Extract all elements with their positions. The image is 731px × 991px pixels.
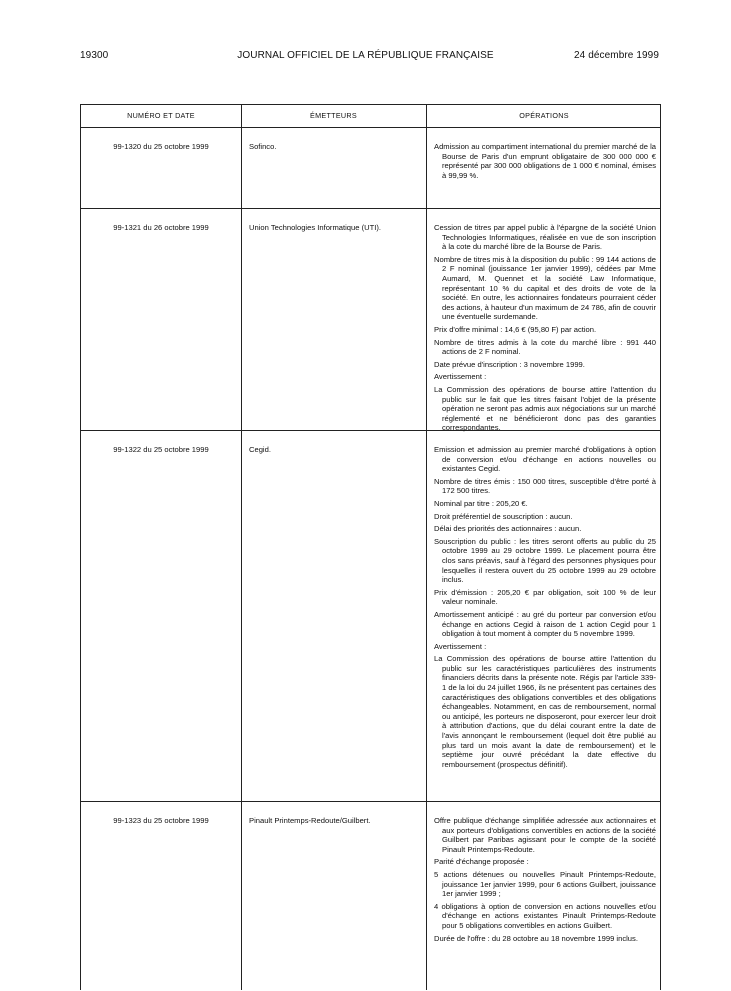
operation-paragraph: Emission et admission au premier marché d'obligations à option de conversion et/ou d'échange en actions nouvelles ou existantes Cegid. (434, 445, 656, 474)
warning-heading: Avertissement : (434, 641, 487, 651)
operation-paragraph: Amortissement anticipé : au gré du porteur par conversion et/ou échange en actions Cegid à raison de 1 action Cegid pour 1 obligation à tout moment à compter du 5 novembre 1999. (434, 609, 656, 639)
warning-heading: Avertissement : (434, 372, 487, 382)
operation-paragraph: Droit préférentiel de souscription : aucun. (434, 511, 573, 521)
operation-paragraph: 5 actions détenues ou nouvelles Pinault Printemps-Redoute, jouissance 1er janvier 1999, pour 6 actions Guilbert, jouissance 1er janvier 1999 ; (434, 869, 656, 899)
row-number-date: 99-1321 du 26 octobre 1999 (113, 223, 209, 232)
operation-paragraph: Admission au compartiment international du premier marché de la Bourse de Paris d'un emprunt obligataire de 300 000 000 € représenté par 300 000 obligations de 1 000 € nominal, émises à 99,99 %. (434, 142, 656, 180)
operation-paragraph: Date prévue d'inscription : 3 novembre 1999. (434, 359, 585, 369)
operation-paragraph: Cession de titres par appel public à l'épargne de la société Union Technologies Informatiques, réalisée en vue de son inscription à la cote du marché libre de la Bourse de Paris. (434, 223, 656, 252)
row-issuer: Cegid. (249, 445, 271, 454)
table-row (81, 128, 660, 209)
table-row (81, 802, 660, 991)
warning-text: La Commission des opérations de bourse attire l'attention du public sur le fait que les titres faisant l'objet de la présente opération ne seront pas admis aux négociations sur un marché réglementé et ne bénéficieront donc pas des garanties correspondantes. (434, 384, 656, 433)
row-number-date: 99-1323 du 25 octobre 1999 (113, 816, 209, 825)
row-operations (434, 223, 656, 436)
row-issuer: Pinault Printemps-Redoute/Guilbert. (249, 816, 371, 825)
operation-paragraph: Parité d'échange proposée : (434, 857, 529, 867)
operation-paragraph: 4 obligations à option de conversion en actions nouvelles et/ou d'échange en actions existantes Pinault Printemps-Redoute pour 5 obligations convertibles en actions Guilbert. (434, 901, 656, 930)
operation-paragraph: Offre publique d'échange simplifiée adressée aux actionnaires et aux porteurs d'obligations convertibles en actions de la société Guilbert par Paribas agissant pour le compte de la société Pinault Printemps-Redoute. (434, 816, 656, 854)
row-operations (434, 816, 656, 946)
operation-paragraph: Nombre de titres mis à la disposition du public : 99 144 actions de 2 F nominal (jouissance 1er janvier 1999), cédées par Mme Aumard, M. Quennet et la société Law Informatique, représentant 10 % du capital et des droits de vote de la société. En outre, les actionnaires fondateurs pourraient céder des actions, à hauteur d'un maximum de 24 786, afin de couvrir une éventuelle surdemande. (434, 254, 656, 322)
table-header (81, 105, 660, 128)
journal-title: JOURNAL OFFICIEL DE LA RÉPUBLIQUE FRANÇAISE (237, 50, 494, 61)
row-operations (434, 445, 656, 772)
page-number: 19300 (80, 50, 109, 61)
column-header-number-date: NUMÉRO ET DATE (127, 111, 195, 120)
operation-paragraph: Durée de l'offre : du 28 octobre au 18 novembre 1999 inclus. (434, 933, 638, 943)
operation-paragraph: Prix d'émission : 205,20 € par obligation, soit 100 % de leur valeur nominale. (434, 587, 656, 607)
operation-paragraph: Souscription du public : les titres seront offerts au public du 25 octobre 1999 au 29 octobre 1999. Le placement pourra être clos sans préavis, sauf à l'égard des personnes physiques pour lesquelles il restera ouvert du 25 octobre 1999 au 29 octobre inclus. (434, 536, 656, 585)
operations-table (80, 104, 661, 990)
row-issuer: Sofinco. (249, 142, 277, 151)
operation-paragraph: Nominal par titre : 205,20 €. (434, 498, 528, 508)
publication-date: 24 décembre 1999 (574, 50, 659, 61)
column-header-issuers: ÉMETTEURS (309, 111, 358, 120)
table-row (81, 431, 660, 802)
operation-paragraph: Nombre de titres émis : 150 000 titres, susceptible d'être porté à 172 500 titres. (434, 476, 656, 496)
row-issuer: Union Technologies Informatique (UTI). (249, 223, 381, 232)
warning-text: La Commission des opérations de bourse attire l'attention du public sur les caractéristiques particulières des instruments financiers décrits dans la présente note. Régis par l'article 339-1 de la loi du 24 juillet 1966, ils ne présentent pas certaines des caractéristiques des obligations convertibles et des obligations échangeables. Notamment, en cas de remboursement, normal ou anticipé, les porteurs ne disposeront, pour exercer leur droit à attribution d'actions, que du délai courant entre la date de l'avis annonçant le remboursement (lequel doit être publié au plus tard un mois avant la date de remboursement) et le septième jour ouvré précédant la date effective du remboursement (prospectus définitif). (434, 654, 656, 769)
row-number-date: 99-1322 du 25 octobre 1999 (113, 445, 209, 454)
column-header-operations: OPÉRATIONS (519, 111, 569, 120)
row-number-date: 99-1320 du 25 octobre 1999 (113, 142, 209, 151)
operation-paragraph: Prix d'offre minimal : 14,6 € (95,80 F) par action. (434, 324, 597, 334)
operation-paragraph: Nombre de titres admis à la cote du marché libre : 991 440 actions de 2 F nominal. (434, 337, 656, 357)
operation-paragraph: Délai des priorités des actionnaires : aucun. (434, 524, 582, 534)
row-operations (434, 142, 656, 183)
table-row (81, 209, 660, 431)
